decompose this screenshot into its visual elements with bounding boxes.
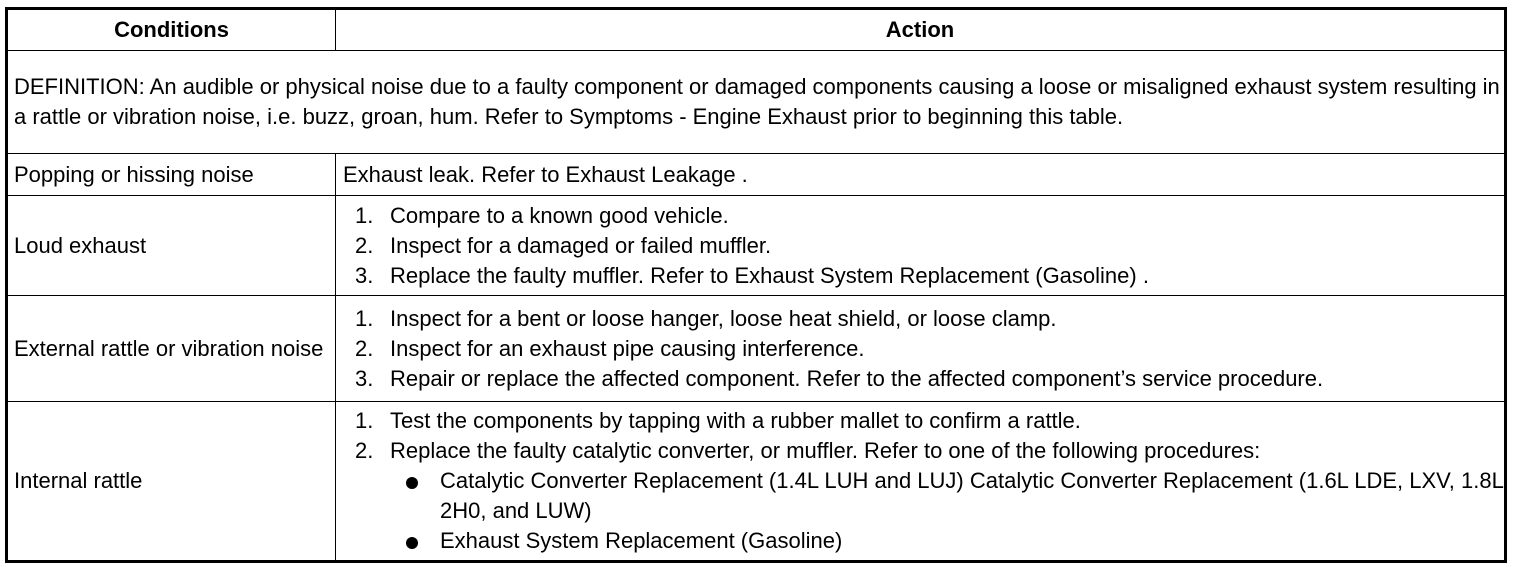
step-number: 3. <box>355 365 374 391</box>
step-item <box>336 304 1504 334</box>
step-item <box>336 231 1504 261</box>
condition-cell: Popping or hissing noise <box>7 154 336 196</box>
table-row <box>7 154 1506 196</box>
step-number: 2. <box>355 438 374 463</box>
step-item <box>336 406 1504 436</box>
procedure-list <box>336 466 1504 556</box>
step-item <box>336 201 1504 231</box>
step-text: Inspect for a bent or loose hanger, loose heat shield, or loose clamp. <box>390 305 1057 331</box>
header-row <box>7 9 1506 51</box>
table-row <box>7 402 1506 562</box>
action-cell <box>336 402 1506 562</box>
step-item <box>336 436 1504 466</box>
step-list <box>336 406 1504 466</box>
step-text: Inspect for an exhaust pipe causing interference. <box>390 335 865 361</box>
procedure-item <box>336 466 1504 526</box>
procedure-item <box>336 526 1504 556</box>
step-number: 2. <box>355 232 374 258</box>
bullet-icon <box>406 477 418 489</box>
step-number: 1. <box>355 202 374 228</box>
step-item <box>336 261 1504 291</box>
condition-cell: Internal rattle <box>7 402 336 562</box>
procedure-text: Catalytic Converter Replacement (1.4L LUH and LUJ) Catalytic Converter Replacement (1.6L LDE, LXV, 1.8L 2H0, and LUW) <box>440 468 1504 523</box>
definition-row <box>7 51 1506 154</box>
table-row <box>7 296 1506 402</box>
step-text: Replace the faulty muffler. Refer to Exhaust System Replacement (Gasoline) . <box>390 262 1149 288</box>
step-text: Test the components by tapping with a rubber mallet to confirm a rattle. <box>390 408 1081 433</box>
condition-cell: External rattle or vibration noise <box>7 296 336 402</box>
action-cell <box>336 196 1506 296</box>
condition-cell: Loud exhaust <box>7 196 336 296</box>
step-list <box>336 304 1504 394</box>
step-text: Inspect for a damaged or failed muffler. <box>390 232 772 258</box>
step-text: Replace the faulty catalytic converter, or muffler. Refer to one of the following procedures: <box>390 438 1261 463</box>
action-cell <box>336 296 1506 402</box>
step-number: 1. <box>355 408 374 433</box>
step-list <box>336 201 1504 291</box>
table-row <box>7 196 1506 296</box>
procedure-text: Exhaust System Replacement (Gasoline) <box>440 528 843 553</box>
bullet-icon <box>406 537 418 549</box>
step-number: 1. <box>355 305 374 331</box>
step-text: Compare to a known good vehicle. <box>390 202 729 228</box>
action-cell: Exhaust leak. Refer to Exhaust Leakage . <box>336 154 1506 196</box>
definition-text: DEFINITION: An audible or physical noise due to a faulty component or damaged components causing a loose or misaligned exhaust system resulting in a rattle or vibration noise, i.e. buzz, groan, hum. Refer to Symptoms - Engine Exhaust prior to beginning this table. <box>7 51 1506 154</box>
diagnostic-table <box>5 7 1507 563</box>
action-header: Action <box>336 9 1506 51</box>
step-number: 2. <box>355 335 374 361</box>
step-item <box>336 364 1504 394</box>
step-number: 3. <box>355 262 374 288</box>
step-text: Repair or replace the affected component. Refer to the affected component’s service procedure. <box>390 365 1324 391</box>
conditions-header: Conditions <box>7 9 336 51</box>
step-item <box>336 334 1504 364</box>
